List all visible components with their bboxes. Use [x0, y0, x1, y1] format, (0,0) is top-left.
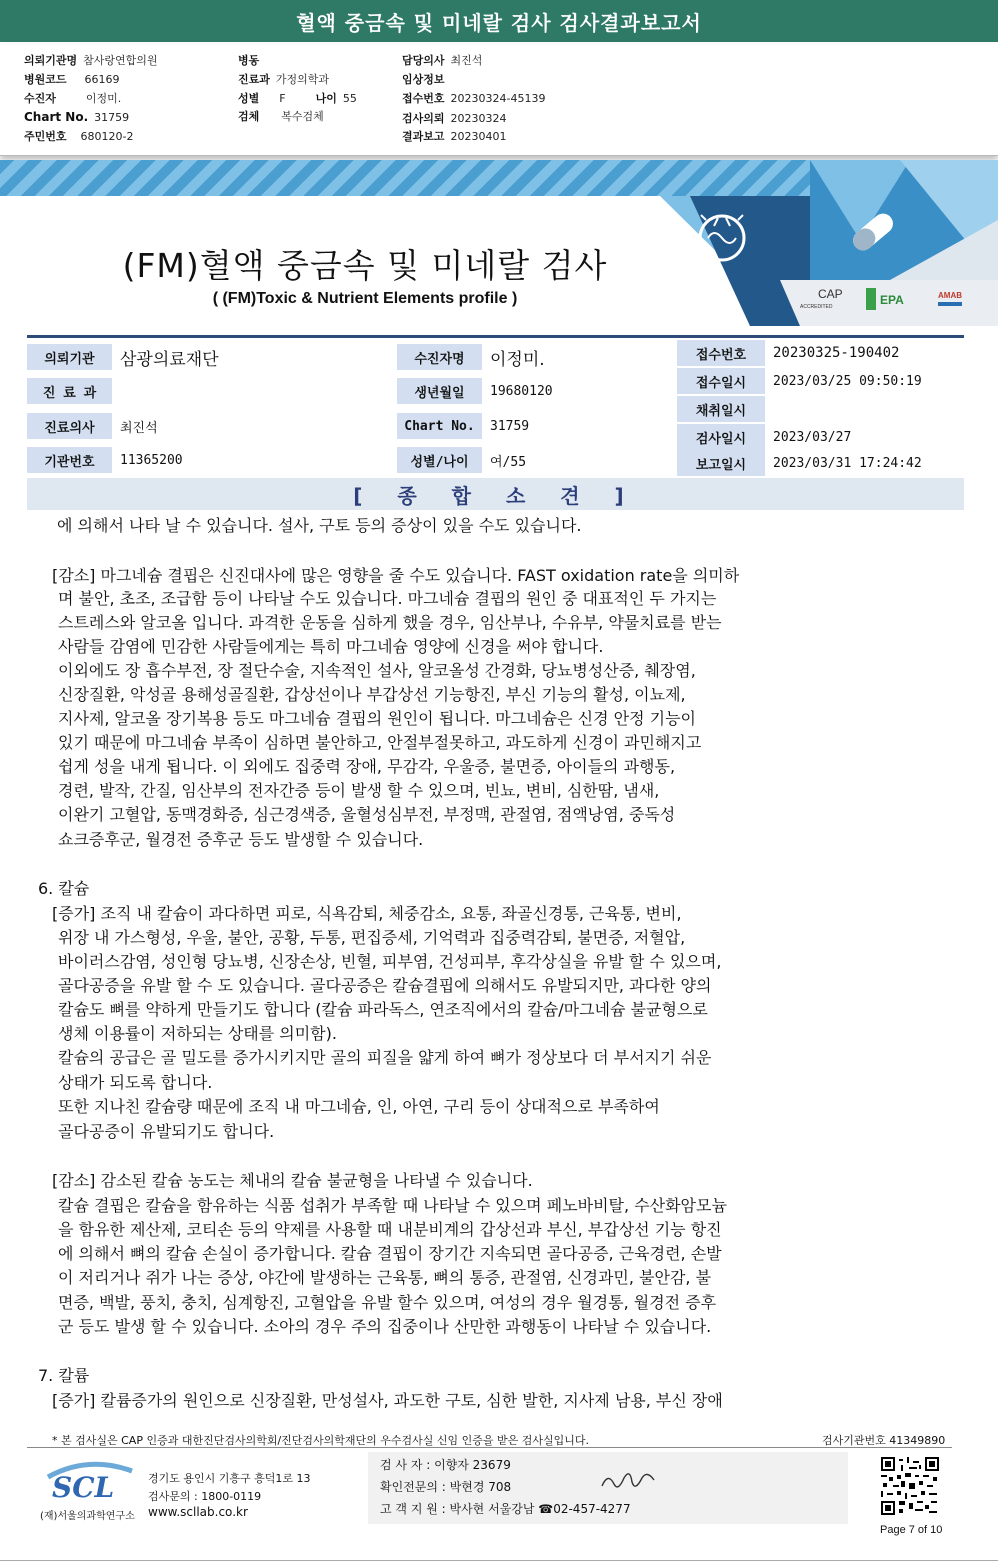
report-title: (FM)혈액 중금속 및 미네랄 검사	[122, 246, 608, 285]
test-date-label: 검사일시	[677, 424, 765, 450]
birth-date-value: 19680120	[490, 383, 553, 399]
body-line: 칼슘의 공급은 골 밀도를 증가시키지만 골의 피질을 얇게 하여 뼈가 정상보다 더 부서지기 쉬운	[58, 1048, 712, 1067]
svg-text:ACCREDITED: ACCREDITED	[800, 304, 833, 310]
receipt-date-label: 접수일시	[677, 368, 765, 394]
body-line: 사람들 감염에 민감한 사람들에게는 특히 마그네슘 영양에 신경을 써야 합니다.	[58, 637, 604, 656]
receipt-no-label: 접수번호	[677, 340, 765, 366]
institution-value: 삼광의료재단	[120, 349, 219, 370]
patient-name-label: 수진자명	[397, 344, 482, 370]
amab-logo	[938, 291, 962, 306]
header-resident-no: 주민번호 680120-2	[24, 130, 134, 143]
body-line: 또한 지나친 칼슘량 때문에 조직 내 마그네슘, 인, 아연, 구리 등이 상대적으로 부족하여	[58, 1097, 660, 1116]
header-hospital-code: 병원코드 66169	[24, 73, 120, 86]
body-line: 쉽게 성을 내게 됩니다. 이 외에도 집중력 장애, 무감각, 우울증, 불면증, 아이들의 과행동,	[58, 757, 676, 776]
body-line: 에 의해서 나타 날 수 있습니다. 설사, 구토 등의 증상이 있을 수도 있습니다.	[57, 516, 582, 535]
section-heading: [ 종 합 소 견 ]	[27, 478, 964, 510]
body-line: 면증, 백발, 풍치, 충치, 심계항진, 고혈압을 유발 할수 있으며, 여성의 경우 월경통, 월경전 증후	[58, 1293, 717, 1312]
scl-logo	[40, 1455, 140, 1513]
page-bottom-border	[0, 1560, 998, 1561]
receipt-date-value: 2023/03/25 09:50:19	[773, 373, 922, 389]
org-no-value: 11365200	[120, 452, 183, 468]
header-ward: 병동	[238, 54, 260, 67]
report-header-info	[0, 44, 998, 156]
examiner: 검 사 자 : 이향자 23679	[380, 1458, 511, 1472]
footer-certification-note: * 본 검사실은 CAP 인증과 대한진단검사의학회/진단검사의학재단의 우수검사실 신임 인증을 받은 검사실입니다.	[52, 1434, 590, 1447]
chart-no-value: 31759	[490, 418, 530, 434]
body-line: 며 불안, 초조, 조급함 등이 나타날 수도 있습니다. 마그네슘 결핍의 원인 중 대표적인 두 가지는	[58, 589, 717, 608]
svg-text:AMAB: AMAB	[938, 291, 962, 300]
page-number: Page 7 of 10	[880, 1524, 943, 1536]
sex-age-value: 여/55	[490, 454, 527, 470]
body-line: 군 등도 발생 할 수 있습니다. 소아의 경우 주의 집중이나 산만한 과행동이 나타날 수 있습니다.	[58, 1317, 712, 1336]
svg-text:EPA: EPA	[880, 293, 904, 307]
body-line: 위장 내 가스형성, 우울, 불안, 공황, 두통, 편집증세, 기억력과 집중력감퇴, 불면증, 저혈압,	[58, 928, 686, 947]
birth-date-label: 생년월일	[397, 378, 482, 404]
header-patient: 수진자 이정미.	[24, 92, 122, 105]
customer-support: 고 객 지 원 : 박사현 서울강남 ☎02-457-4277	[380, 1502, 631, 1516]
body-line: 바이러스감염, 성인형 당뇨병, 신장손상, 빈혈, 피부염, 건성피부, 후각상실을 유발 할 수 있으며,	[58, 952, 722, 971]
lab-website: www.scllab.co.kr	[148, 1505, 248, 1519]
footer-registration-no: 검사기관번호 41349890	[822, 1434, 946, 1447]
section-item-title: 7. 칼륨	[38, 1366, 90, 1385]
header-request-date: 검사의뢰 20230324	[402, 112, 507, 125]
body-line: 골다공증이 유발되기도 합니다.	[58, 1122, 275, 1141]
body-line: 상태가 되도록 합니다.	[58, 1073, 213, 1092]
body-line: 칼슘 결핍은 칼슘을 함유하는 식품 섭취가 부족할 때 나타날 수 있으며 페노바비탈, 수산화암모늄	[58, 1196, 727, 1215]
body-line: 경련, 발작, 간질, 임산부의 전자간증 등이 발생 할 수 있으며, 빈뇨, 변비, 심한땀, 냄새,	[58, 781, 660, 800]
body-line: 을 함유한 제산제, 코티손 등의 약제를 사용할 때 내분비계의 갑상선과 부신, 부갑상선 기능 항진	[58, 1220, 722, 1239]
body-line: 이 저리거나 쥐가 나는 증상, 야간에 발생하는 근육통, 뼈의 통증, 관절염, 신경과민, 불안감, 불	[58, 1268, 712, 1287]
svg-text:SCL: SCL	[52, 1471, 115, 1504]
specialist: 확인전문의 : 박현경 708	[380, 1480, 512, 1494]
report-subtitle: ( (FM)Toxic & Nutrient Elements profile )	[212, 290, 518, 307]
signature	[598, 1470, 658, 1494]
lab-phone: 검사문의 : 1800-0119	[148, 1490, 262, 1503]
report-date-value: 2023/03/31 17:24:42	[773, 455, 922, 471]
body-line: 스트레스와 알코올 입니다. 과격한 운동을 심하게 했을 경우, 임산부나, 수유부, 약물치료를 받는	[58, 613, 722, 632]
svg-text:CAP: CAP	[818, 287, 843, 301]
dept-label: 진 료 과	[27, 378, 112, 404]
header-chart-no: Chart No. 31759	[24, 110, 130, 124]
body-line: [증가] 조직 내 칼슘이 과다하면 피로, 식욕감퇴, 체중감소, 요통, 좌골신경통, 근육통, 변비,	[52, 904, 682, 923]
institution-label: 의뢰기관	[27, 344, 112, 370]
header-report-date: 결과보고 20230401	[402, 130, 507, 143]
section-item-title: 6. 칼슘	[38, 879, 90, 898]
body-line: 있기 때문에 마그네슘 부족이 심하면 불안하고, 안절부절못하고, 과도하게 신경이 과민해지고	[58, 733, 702, 752]
patient-name-value: 이정미.	[490, 349, 545, 370]
body-line: [감소] 감소된 칼슘 농도는 체내의 칼슘 불균형을 나타낼 수 있습니다.	[52, 1171, 533, 1190]
body-line: 신장질환, 악성골 용해성골질환, 갑상선이나 부갑상선 기능항진, 부신 기능의 활성, 이뇨제,	[58, 685, 686, 704]
body-line: 칼슘도 뼈를 약하게 만들기도 합니다 (칼슘 파라독스, 연조직에서의 칼슘/마그네슘 불균형으로	[58, 1000, 708, 1019]
body-line: 지사제, 알코올 장기복용 등도 마그네슘 결핍의 원인이 됩니다. 마그네슘은 신경 안정 기능이	[58, 709, 696, 728]
doctor-value: 최진석	[120, 420, 158, 436]
chart-no-label: Chart No.	[397, 413, 482, 439]
lab-name: (재)서울의과학연구소	[40, 1511, 135, 1522]
report-header-title: 혈액 중금속 및 미네랄 검사 검사결과보고서	[0, 0, 998, 42]
doctor-label: 진료의사	[27, 413, 112, 439]
body-line: [증가] 칼륨증가의 원인으로 신장질환, 만성설사, 과도한 구토, 심한 발한, 지사제 남용, 부신 장애	[52, 1391, 723, 1410]
receipt-no-value: 20230325-190402	[773, 345, 900, 361]
body-line: 이완기 고혈압, 동맥경화증, 심근경색증, 울혈성심부전, 부정맥, 관절염, 점액낭염, 중독성	[58, 805, 676, 824]
footer-divider	[27, 1447, 952, 1448]
header-institution: 의뢰기관명 참사랑연합의원	[24, 54, 158, 67]
body-line: [감소] 마그네슘 결핍은 신진대사에 많은 영향을 줄 수도 있습니다. FAST oxidation rate을 의미하	[52, 566, 740, 585]
patient-info-table	[27, 335, 964, 473]
report-date-label: 보고일시	[677, 450, 765, 476]
header-sex-age: 성별 F 나이 55	[238, 92, 357, 105]
collect-date-value	[765, 396, 964, 422]
header-doctor: 담당의사 최진석	[402, 54, 483, 67]
sex-age-label: 성별/나이	[397, 447, 482, 473]
qr-code	[881, 1457, 939, 1515]
org-no-label: 기관번호	[27, 447, 112, 473]
test-date-value: 2023/03/27	[773, 429, 852, 445]
dept-value	[112, 378, 392, 404]
header-clinical-info: 임상정보	[402, 73, 445, 86]
header-department: 진료과 가정의학과	[238, 73, 330, 86]
body-line: 쇼크증후군, 월경전 증후군 등도 발생할 수 있습니다.	[58, 830, 424, 849]
body-line: 이외에도 장 흡수부전, 장 절단수술, 지속적인 설사, 알코올성 간경화, 당뇨병성산증, 췌장염,	[58, 661, 696, 680]
header-specimen: 검체 복수검체	[238, 110, 324, 123]
body-line: 에 의해서 뼈의 칼슘 손실이 증가합니다. 칼슘 결핍이 장기간 지속되면 골다공증, 근육경련, 손발	[58, 1244, 722, 1263]
header-receipt-no: 접수번호 20230324-45139	[402, 92, 546, 105]
body-line: 생체 이용률이 저하되는 상태를 의미함).	[58, 1024, 337, 1043]
lab-address: 경기도 용인시 기흥구 흥덕1로 13	[148, 1472, 311, 1485]
body-line: 골다공증을 유발 할 수 도 있습니다. 골다공증은 칼슘결핍에 의해서도 유발되지만, 과다한 양의	[58, 976, 712, 995]
collect-date-label: 채취일시	[677, 396, 765, 422]
